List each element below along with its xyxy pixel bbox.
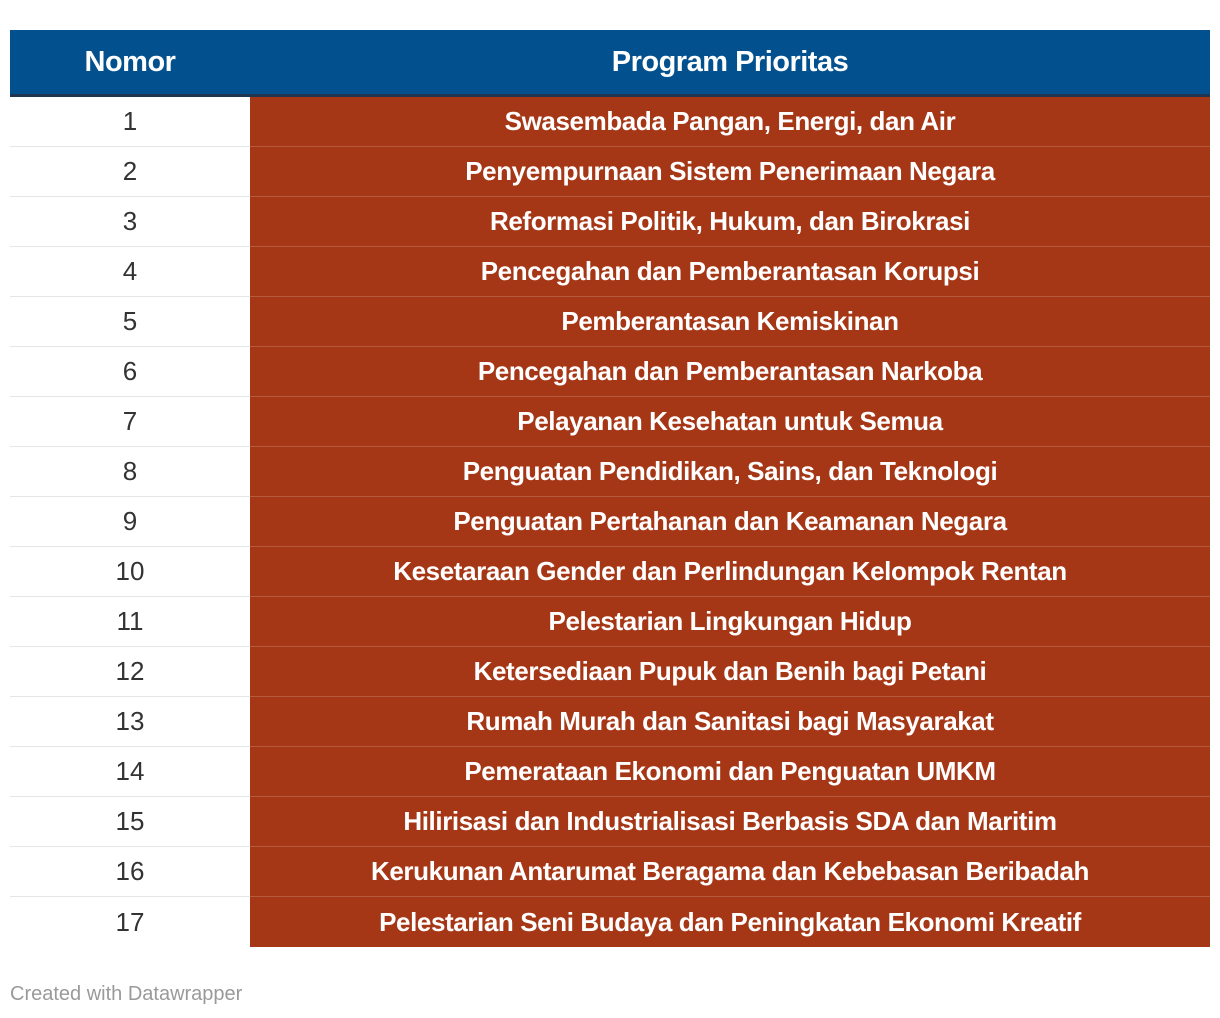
row-number-cell: 15: [10, 797, 250, 847]
table-row: [10, 697, 1210, 747]
table-body: [10, 97, 1210, 947]
program-cell: Pencegahan dan Pemberantasan Narkoba: [250, 347, 1210, 397]
table-row: [10, 297, 1210, 347]
program-cell: Penyempurnaan Sistem Penerimaan Negara: [250, 147, 1210, 197]
program-cell: Pemerataan Ekonomi dan Penguatan UMKM: [250, 747, 1210, 797]
program-cell: Pemberantasan Kemiskinan: [250, 297, 1210, 347]
program-cell: Pelayanan Kesehatan untuk Semua: [250, 397, 1210, 447]
table-row: [10, 747, 1210, 797]
program-cell: Swasembada Pangan, Energi, dan Air: [250, 97, 1210, 147]
row-number-cell: 10: [10, 547, 250, 597]
table-row: [10, 97, 1210, 147]
row-number-cell: 12: [10, 647, 250, 697]
table-row: [10, 497, 1210, 547]
table-row: [10, 847, 1210, 897]
program-cell: Penguatan Pendidikan, Sains, dan Teknologi: [250, 447, 1210, 497]
row-number-cell: 17: [115, 906, 145, 937]
row-number-cell: 1: [10, 97, 250, 147]
program-cell: Pelestarian Seni Budaya dan Peningkatan Ekonomi Kreatif: [250, 897, 1210, 947]
program-cell: Pelestarian Lingkungan Hidup: [250, 597, 1210, 647]
column-header-nomor[interactable]: Nomor: [84, 45, 176, 78]
program-cell: Pencegahan dan Pemberantasan Korupsi: [250, 247, 1210, 297]
program-cell: Ketersediaan Pupuk dan Benih bagi Petani: [250, 647, 1210, 697]
table-row: [10, 397, 1210, 447]
table-row: [10, 647, 1210, 697]
row-number-cell: 5: [10, 297, 250, 347]
row-number-cell: 13: [10, 697, 250, 747]
table-row: [10, 447, 1210, 497]
row-number-cell: 11: [10, 597, 250, 647]
program-cell: Kerukunan Antarumat Beragama dan Kebebasan Beribadah: [250, 847, 1210, 897]
program-table: [10, 30, 1210, 947]
table-row: [10, 547, 1210, 597]
datawrapper-credit[interactable]: Created with Datawrapper: [10, 983, 243, 1005]
row-number-cell: 8: [10, 447, 250, 497]
row-number-cell: 2: [10, 147, 250, 197]
program-cell: Kesetaraan Gender dan Perlindungan Kelompok Rentan: [250, 547, 1210, 597]
table-row: [10, 597, 1210, 647]
program-cell: Reformasi Politik, Hukum, dan Birokrasi: [250, 197, 1210, 247]
program-cell: Rumah Murah dan Sanitasi bagi Masyarakat: [250, 697, 1210, 747]
column-header-program[interactable]: Program Prioritas: [611, 45, 849, 78]
table-row: [10, 247, 1210, 297]
table-header: [10, 30, 1210, 97]
table-row: [10, 347, 1210, 397]
row-number-cell: 6: [10, 347, 250, 397]
row-number-cell: 14: [10, 747, 250, 797]
program-cell: Penguatan Pertahanan dan Keamanan Negara: [250, 497, 1210, 547]
row-number-cell: 9: [10, 497, 250, 547]
row-number-cell: 3: [10, 197, 250, 247]
row-number-cell: 4: [10, 247, 250, 297]
row-number-cell: 7: [10, 397, 250, 447]
table-row: [10, 147, 1210, 197]
table-row: [10, 797, 1210, 847]
table-row: [10, 897, 1210, 947]
table-row: [10, 197, 1210, 247]
row-number-cell: 16: [10, 847, 250, 897]
program-cell: Hilirisasi dan Industrialisasi Berbasis SDA dan Maritim: [250, 797, 1210, 847]
